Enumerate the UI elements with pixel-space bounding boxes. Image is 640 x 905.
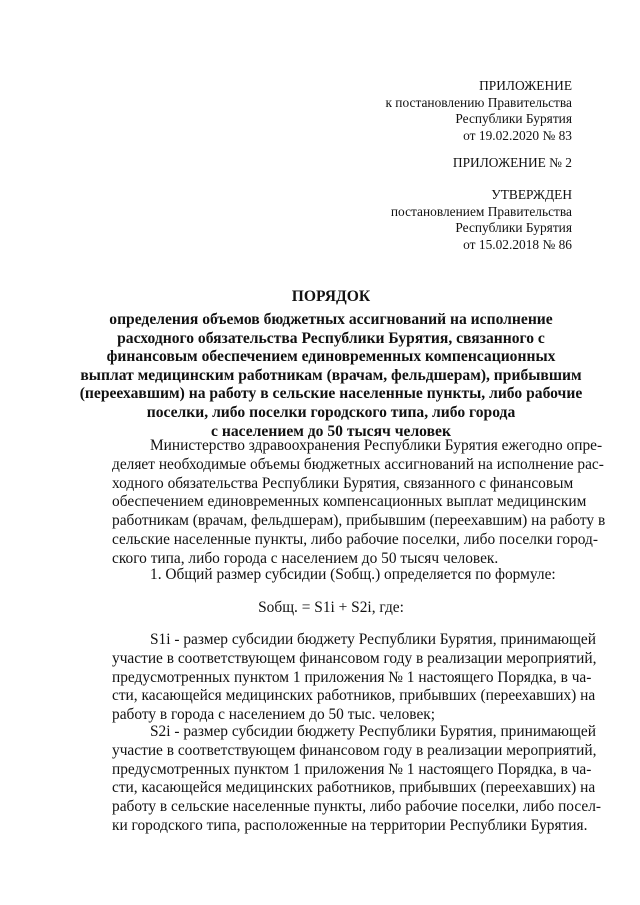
title-line: определения объемов бюджетных ассигнований на исполнение xyxy=(109,311,553,328)
paragraph-line: сти, касающейся медицинских работников, прибывших (переехавших) на xyxy=(112,687,596,705)
paragraph-line: 1. Общий размер субсидии (Sобщ.) определяется по формуле: xyxy=(150,566,556,583)
paragraph-line: работникам (врачам, фельдшерам), прибывшим (переехавшим) на работу в xyxy=(112,512,606,530)
s1-definition xyxy=(112,631,597,725)
paragraph-line: деляет необходимые объемы бюджетных ассигнований на исполнение рас- xyxy=(112,455,604,473)
title-line: с населением до 50 тысяч человек xyxy=(211,422,451,440)
appendix-2-label: ПРИЛОЖЕНИЕ № 2 xyxy=(452,155,572,170)
approved-line: УТВЕРЖДЕН xyxy=(491,187,572,202)
paragraph-line: S1i - размер субсидии бюджету Республики Бурятия, принимающей xyxy=(150,631,596,648)
paragraph-line: участие в соответствующем финансовом году в реализации мероприятий, xyxy=(112,741,597,759)
paragraph-line: сти, касающейся медицинских работников, прибывших (переехавших) на xyxy=(112,779,596,797)
intro-paragraph xyxy=(112,437,606,569)
title-main: ПОРЯДОК xyxy=(291,288,371,305)
approved-line: от 15.02.2018 № 86 xyxy=(463,236,572,252)
formula: Sобщ. = S1i + S2i, где: xyxy=(258,599,404,616)
s2-definition xyxy=(112,723,602,836)
approved-line: постановлением Правительства xyxy=(390,203,572,219)
title-line: финансовым обеспечением единовременных компенсационных xyxy=(106,348,556,366)
appendix-line: к постановлению Правительства xyxy=(385,94,572,110)
document-title xyxy=(70,287,592,441)
paragraph-line: работу в города с населением до 50 тыс. человек; xyxy=(112,706,436,724)
appendix-2-header xyxy=(453,155,572,172)
appendix-header xyxy=(385,78,572,144)
title-line: выплат медицинским работникам (врачам, фельдшерам), прибывшим xyxy=(80,366,582,384)
paragraph-line: S2i - размер субсидии бюджету Республики Бурятия, принимающей xyxy=(150,723,596,740)
appendix-line: от 19.02.2020 № 83 xyxy=(463,127,572,143)
paragraph-line: ходного обязательства Республики Бурятия, связанного с финансовым xyxy=(112,474,574,492)
paragraph-line: Министерство здравоохранения Республики Бурятия ежегодно опре- xyxy=(150,437,603,454)
paragraph-line: обеспечением единовременных компенсационных выплат медицинским xyxy=(112,493,587,511)
approved-line: Республики Бурятия xyxy=(455,220,572,235)
paragraph-line: работу в сельские населенные пункты, либо рабочие поселки, либо посел- xyxy=(112,798,602,816)
appendix-line: Республики Бурятия xyxy=(455,111,572,126)
approved-header xyxy=(391,187,572,253)
paragraph-line: предусмотренных пунктом 1 приложения № 1 настоящего Порядка, в ча- xyxy=(112,668,592,686)
title-line: расходного обязательства Республики Бурятия, связанного с xyxy=(117,329,545,347)
title-line: поселки, либо поселки городского типа, либо города xyxy=(146,403,516,421)
item-1-paragraph xyxy=(112,566,572,585)
title-subtitle xyxy=(70,311,592,441)
paragraph-line: ского типа, либо города с населением до 50 тысяч человек. xyxy=(112,549,499,567)
paragraph-line: ки городского типа, расположенные на территории Республики Бурятия. xyxy=(112,816,588,834)
paragraph-line: предусмотренных пунктом 1 приложения № 1 настоящего Порядка, в ча- xyxy=(112,760,592,778)
paragraph-line: сельские населенные пункты, либо рабочие поселки, либо поселки город- xyxy=(112,530,598,548)
title-line: (переехавшим) на работу в сельские населенные пункты, либо рабочие xyxy=(79,385,583,403)
appendix-line: ПРИЛОЖЕНИЕ xyxy=(479,78,572,93)
paragraph-line: участие в соответствующем финансовом году в реализации мероприятий, xyxy=(112,649,597,667)
